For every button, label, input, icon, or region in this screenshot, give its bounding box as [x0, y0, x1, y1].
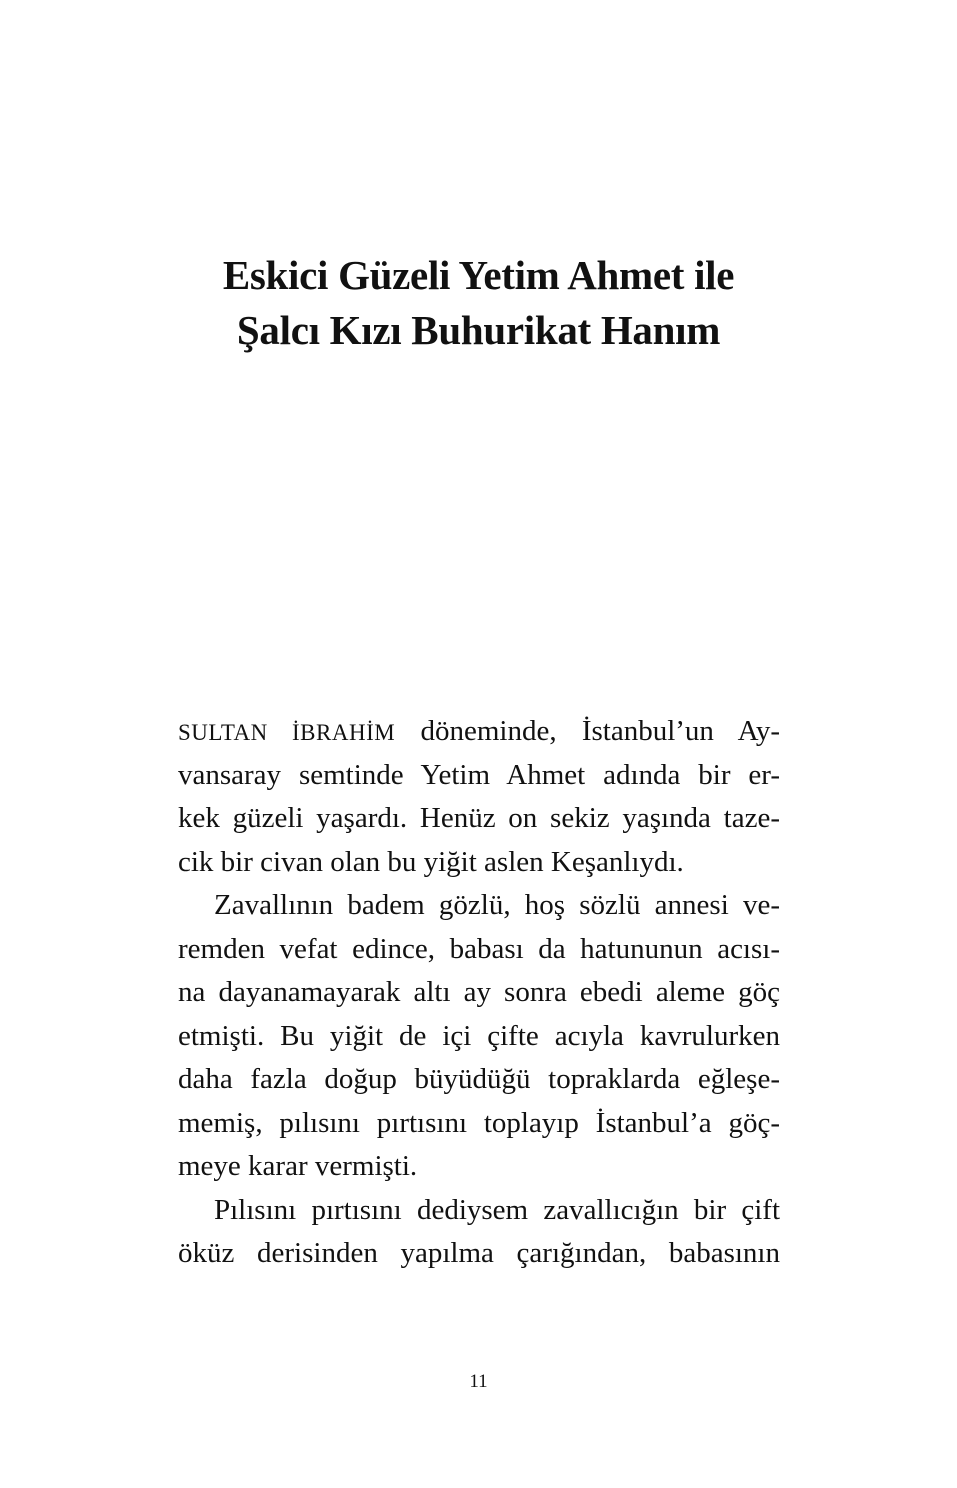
chapter-title-line-1: Eskici Güzeli Yetim Ahmet ile	[222, 252, 735, 298]
text-line: Zavallının badem gözlü, hoş sözlü annesi ve-	[214, 889, 780, 921]
text-line: etmişti. Bu yiğit de içi çifte acıyla kavrulurken	[178, 1019, 780, 1052]
text-line-rest: döneminde, İstanbul’un Ay-	[395, 715, 781, 747]
text-line: Pılısını pırtısını dediysem zavallıcığın bir çift	[214, 1193, 780, 1226]
text-line: na dayanamayarak altı ay sonra ebedi aleme göç	[178, 976, 780, 1008]
chapter-title	[0, 248, 957, 358]
body-text	[178, 710, 780, 1276]
text-line: cik bir civan olan bu yiğit aslen Keşanlıydı.	[178, 845, 684, 878]
lead-smallcaps: SULTAN İBRAHİM	[178, 720, 396, 745]
text-line: daha fazla doğup büyüdüğü topraklarda eğleşe-	[178, 1063, 780, 1095]
text-line: vansaray semtinde Yetim Ahmet adında bir er-	[178, 758, 780, 791]
text-line: memiş, pılısını pırtısını toplayıp İstanbul’a göç-	[178, 1106, 780, 1139]
text-line: öküz derisinden yapılma çarığından, babasının	[178, 1237, 780, 1269]
chapter-title-line-2: Şalcı Kızı Buhurikat Hanım	[236, 307, 721, 353]
text-line: meye karar vermişti.	[178, 1150, 418, 1182]
text-line	[178, 710, 780, 754]
page-number: 11	[469, 1371, 488, 1392]
text-line: remden vefat edince, babası da hatununun acısı-	[178, 932, 780, 965]
text-line: kek güzeli yaşardı. Henüz on sekiz yaşında taze-	[178, 802, 780, 834]
